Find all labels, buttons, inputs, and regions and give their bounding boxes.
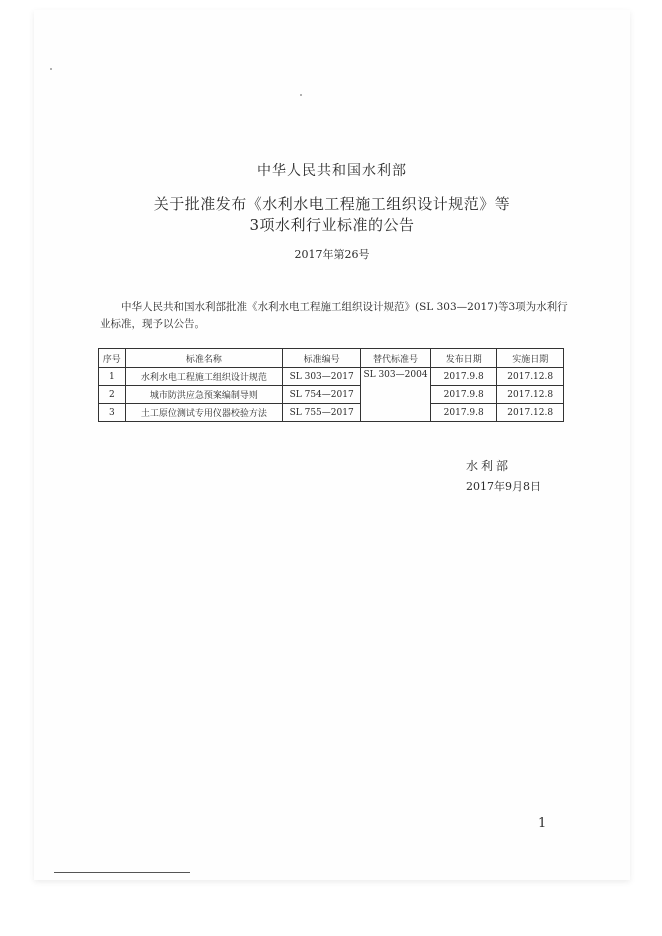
table-row bbox=[99, 386, 564, 404]
header-name: 标准名称 bbox=[125, 349, 283, 368]
scan-speck bbox=[50, 68, 52, 70]
header-issue-date: 发布日期 bbox=[430, 349, 496, 368]
header-seq: 序号 bbox=[99, 349, 126, 368]
issuer-name: 中华人民共和国水利部 bbox=[257, 163, 407, 179]
cell-seq: 2 bbox=[99, 386, 126, 404]
header-impl-date: 实施日期 bbox=[497, 349, 564, 368]
cell-code: SL 754—2017 bbox=[283, 386, 361, 404]
page-number: 1 bbox=[538, 816, 547, 831]
signature-org: 水利部 bbox=[466, 459, 512, 473]
table-row bbox=[99, 368, 564, 386]
table-row bbox=[99, 404, 564, 422]
header-code: 标准编号 bbox=[283, 349, 361, 368]
cell-impl-date: 2017.12.8 bbox=[497, 368, 564, 386]
cell-code: SL 303—2017 bbox=[283, 368, 361, 386]
signature-date: 2017年9月8日 bbox=[466, 480, 541, 493]
header-replaced: 替代标准号 bbox=[361, 349, 431, 368]
cell-issue-date: 2017.9.8 bbox=[430, 386, 496, 404]
table-header-row bbox=[99, 349, 564, 368]
announcement-title-line-2: 3项水利行业标准的公告 bbox=[249, 216, 415, 234]
cell-name: 土工原位测试专用仪器校验方法 bbox=[125, 404, 283, 422]
cell-code: SL 755—2017 bbox=[283, 404, 361, 422]
document-number: 2017年第26号 bbox=[294, 248, 370, 261]
announcement-title-line-1: 关于批准发布《水利水电工程施工组织设计规范》等 bbox=[153, 195, 511, 213]
cell-replaced: SL 303—2004 bbox=[361, 368, 431, 422]
cell-impl-date: 2017.12.8 bbox=[497, 386, 564, 404]
cell-issue-date: 2017.9.8 bbox=[430, 404, 496, 422]
cell-seq: 3 bbox=[99, 404, 126, 422]
footnote-divider bbox=[54, 872, 190, 873]
cell-seq: 1 bbox=[99, 368, 126, 386]
document-page bbox=[34, 10, 630, 880]
cell-name: 水利水电工程施工组织设计规范 bbox=[125, 368, 283, 386]
cell-impl-date: 2017.12.8 bbox=[497, 404, 564, 422]
cell-name: 城市防洪应急预案编制导则 bbox=[125, 386, 283, 404]
scan-speck bbox=[300, 94, 302, 96]
standards-table bbox=[98, 348, 564, 422]
cell-issue-date: 2017.9.8 bbox=[430, 368, 496, 386]
body-paragraph: 中华人民共和国水利部批准《水利水电工程施工组织设计规范》(SL 303—2017)等3项为水利行业标准，现予以公告。 bbox=[100, 300, 568, 330]
